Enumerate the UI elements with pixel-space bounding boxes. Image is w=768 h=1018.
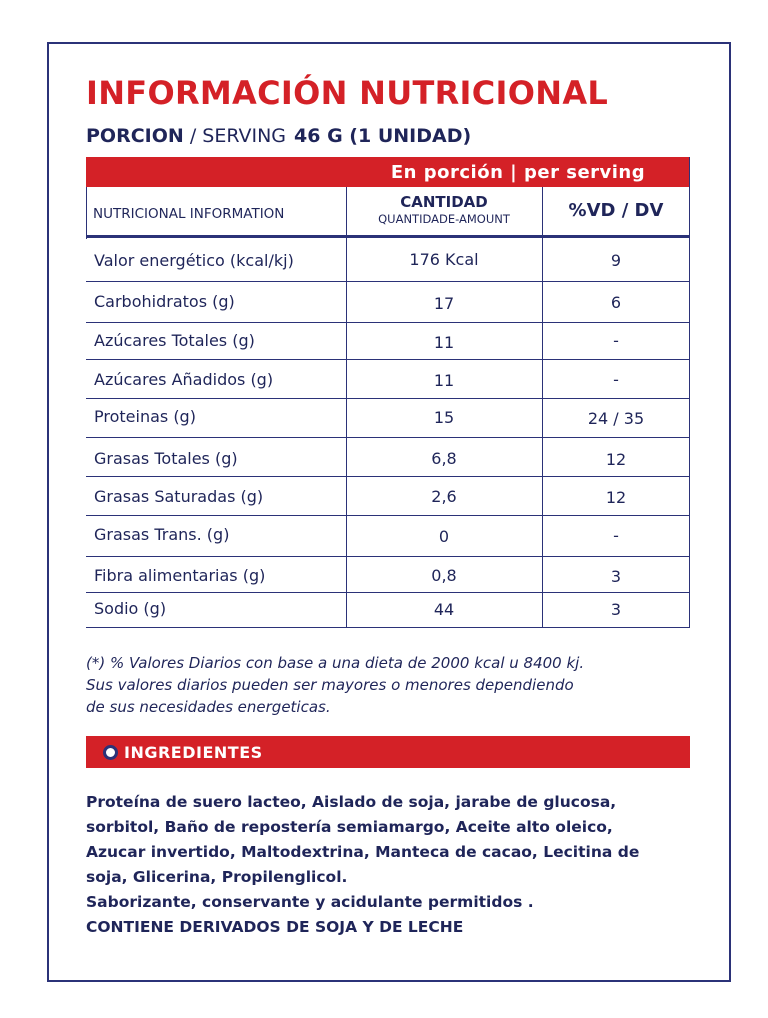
nutrient-quantity: 176 Kcal xyxy=(409,250,479,269)
page-title: INFORMACIÓN NUTRICIONAL xyxy=(86,74,609,112)
nutrient-name: Azúcares Totales (g) xyxy=(94,331,255,350)
column-headers xyxy=(86,187,690,239)
per-serving-label: En porción | per serving xyxy=(390,162,646,183)
nutrient-name: Fibra alimentarias (g) xyxy=(94,566,266,585)
serving-separator: / SERVING xyxy=(183,125,287,147)
table-row xyxy=(86,557,690,593)
nutrient-name: Grasas Totales (g) xyxy=(94,449,238,468)
nutrient-dv: 12 xyxy=(605,450,627,469)
footnote-line: (*) % Valores Diarios con base a una dieta de 2000 kcal u 8400 kj. xyxy=(86,654,585,672)
table-row xyxy=(86,516,690,557)
table-row xyxy=(86,399,690,438)
table-row xyxy=(86,477,690,516)
ingredients-line: Proteína de suero lacteo, Aislado de soja, jarabe de glucosa, xyxy=(86,793,617,811)
nutrient-dv: - xyxy=(613,526,619,545)
serving-size xyxy=(86,125,471,147)
ingredients-header: INGREDIENTES xyxy=(124,743,263,762)
nutrient-dv: 3 xyxy=(610,600,622,619)
allergen-warning: CONTIENE DERIVADOS DE SOJA Y DE LECHE xyxy=(86,918,464,936)
nutrient-quantity: 6,8 xyxy=(431,449,457,468)
table-row xyxy=(86,438,690,477)
nutrient-dv: 12 xyxy=(605,488,627,507)
nutrient-dv: 6 xyxy=(610,293,622,312)
table-row xyxy=(86,238,690,282)
table-row xyxy=(86,360,690,399)
table-row xyxy=(86,282,690,323)
column-header-name: NUTRICIONAL INFORMATION xyxy=(93,206,285,222)
ingredients-header-bar xyxy=(86,736,690,768)
ingredients-line: sorbitol, Baño de repostería semiamargo, Aceite alto oleico, xyxy=(86,818,613,836)
nutrient-dv: - xyxy=(613,331,619,350)
ingredients-line: Azucar invertido, Maltodextrina, Manteca de cacao, Lecitina de xyxy=(86,843,640,861)
quantity-header-line2: QUANTIDADE-AMOUNT xyxy=(378,212,510,226)
footnote-line: de sus necesidades energeticas. xyxy=(86,698,331,716)
nutrient-name: Valor energético (kcal/kj) xyxy=(94,251,294,270)
nutrient-dv: 9 xyxy=(610,251,622,270)
daily-values-footnote xyxy=(86,652,696,718)
nutrient-dv: 3 xyxy=(610,567,622,586)
nutrient-quantity: 15 xyxy=(433,408,455,427)
ingredients-line: Saborizante, conservante y acidulante permitidos . xyxy=(86,893,534,911)
nutrient-quantity: 0 xyxy=(438,527,450,546)
ingredients-list xyxy=(86,790,686,940)
nutrient-name: Sodio (g) xyxy=(94,599,167,618)
nutrient-name: Grasas Trans. (g) xyxy=(94,525,230,544)
table-row xyxy=(86,323,690,360)
serving-label: PORCION xyxy=(86,125,184,147)
nutrient-name: Proteinas (g) xyxy=(94,407,196,426)
nutrient-quantity: 44 xyxy=(433,600,455,619)
ingredients-line: soja, Glicerina, Propilenglicol. xyxy=(86,868,348,886)
table-row xyxy=(86,593,690,628)
column-header-dv: %VD / DV xyxy=(568,200,664,221)
serving-amount: 46 G (1 UNIDAD) xyxy=(294,125,472,147)
column-header-quantity xyxy=(346,193,542,227)
table-left-border xyxy=(86,187,87,239)
nutrient-quantity: 11 xyxy=(433,333,455,352)
nutrient-name: Carbohidratos (g) xyxy=(94,292,235,311)
quantity-header-line1: CANTIDAD xyxy=(400,193,488,211)
nutrient-quantity: 11 xyxy=(433,371,455,390)
nutrient-dv: - xyxy=(613,370,619,389)
footnote-line: Sus valores diarios pueden ser mayores o menores dependiendo xyxy=(86,676,574,694)
nutrient-name: Grasas Saturadas (g) xyxy=(94,487,264,506)
nutrient-name: Azúcares Añadidos (g) xyxy=(94,370,274,389)
bullet-circle-icon xyxy=(103,745,118,760)
nutrient-dv: 24 / 35 xyxy=(587,409,645,428)
nutrient-quantity: 2,6 xyxy=(431,487,457,506)
per-serving-bar xyxy=(86,157,690,187)
nutrient-quantity: 0,8 xyxy=(431,566,457,585)
nutrient-quantity: 17 xyxy=(433,294,455,313)
